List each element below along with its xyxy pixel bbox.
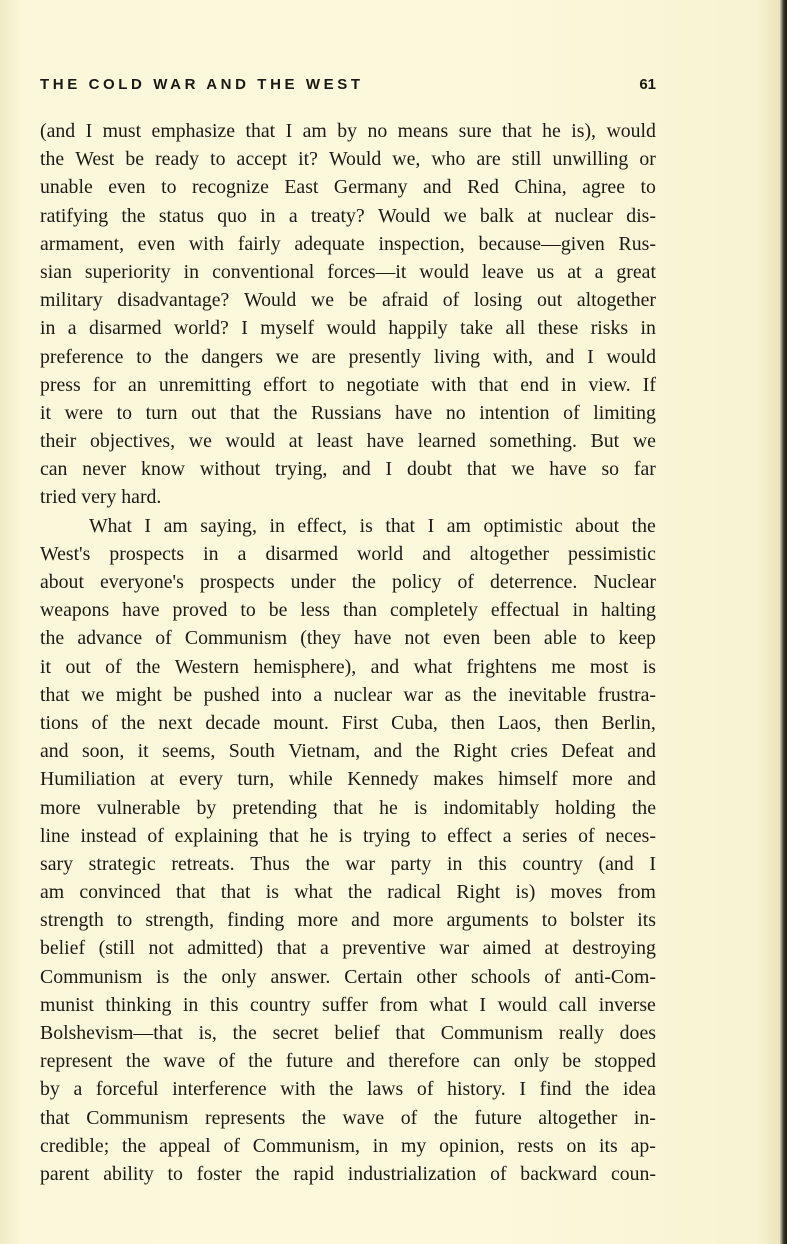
text-line: armament, even with fairly adequate inspection, because—given Rus- — [40, 232, 656, 255]
text-line: military disadvantage? Would we be afraid of losing out altogether — [40, 289, 656, 312]
text-line: Bolshevism—that is, the secret belief that Communism really does — [40, 1022, 656, 1044]
text-line: about everyone's prospects under the policy of deterrence. Nuclear — [40, 571, 656, 593]
text-line: Humiliation at every turn, while Kennedy makes himself more and — [40, 768, 656, 791]
text-line: munist thinking in this country suffer from what I would call inverse — [40, 993, 656, 1016]
page-header — [40, 76, 656, 98]
text-line: unable even to recognize East Germany and Red China, agree to — [40, 176, 656, 199]
text-line: can never know without trying, and I doubt that we have so far — [40, 458, 656, 481]
text-line: more vulnerable by pretending that he is indomitably holding the — [40, 796, 656, 819]
text-line: ratifying the status quo in a treaty? Would we balk at nuclear dis- — [40, 204, 656, 227]
text-line: West's prospects in a disarmed world and altogether pessimistic — [40, 542, 656, 565]
text-line: represent the wave of the future and therefore can only be stopped — [40, 1050, 656, 1073]
running-head: THE COLD WAR AND THE WEST — [40, 76, 364, 93]
text-line: it out of the Western hemisphere), and what frightens me most is — [40, 655, 656, 678]
text-line: sary strategic retreats. Thus the war party in this country (and I — [40, 852, 656, 875]
text-line: sian superiority in conventional forces—it would leave us at a great — [40, 260, 656, 283]
text-line: it were to turn out that the Russians have no intention of limiting — [40, 401, 656, 424]
text-line: What I am saying, in effect, is that I am optimistic about the — [89, 514, 656, 537]
text-line: the West be ready to accept it? Would we, who are still unwilling or — [40, 148, 656, 171]
text-line: that Communism represents the wave of the future altogether in- — [40, 1106, 656, 1129]
text-line: and soon, it seems, South Vietnam, and the Right cries Defeat and — [40, 740, 656, 763]
text-line: preference to the dangers we are presently living with, and I would — [40, 345, 656, 368]
text-line: weapons have proved to be less than completely effectual in halting — [40, 599, 656, 622]
text-line: tried very hard. — [40, 486, 162, 509]
page-number: 61 — [639, 76, 656, 93]
text-line: line instead of explaining that he is trying to effect a series of neces- — [40, 824, 656, 847]
text-line: by a forceful interference with the laws of history. I find the idea — [40, 1078, 656, 1101]
text-line: parent ability to foster the rapid industrialization of backward coun- — [40, 1162, 656, 1185]
text-line: am convinced that that is what the radical Right is) moves from — [40, 881, 656, 904]
text-line: press for an unremitting effort to negotiate with that end in view. If — [40, 373, 656, 396]
body-text — [40, 117, 656, 1188]
text-line: credible; the appeal of Communism, in my opinion, rests on its ap- — [40, 1134, 656, 1157]
text-line: the advance of Communism (they have not even been able to keep — [40, 627, 656, 650]
text-line: Communism is the only answer. Certain other schools of anti-Com- — [40, 965, 656, 988]
text-line: in a disarmed world? I myself would happily take all these risks in — [40, 317, 656, 340]
text-line: (and I must emphasize that I am by no means sure that he is), would — [40, 120, 656, 142]
text-line: belief (still not admitted) that a preventive war aimed at destroying — [40, 937, 656, 960]
text-line: tions of the next decade mount. First Cuba, then Laos, then Berlin, — [40, 711, 656, 734]
text-line: their objectives, we would at least have learned something. But we — [40, 430, 656, 453]
text-line: strength to strength, finding more and more arguments to bolster its — [40, 909, 656, 932]
page-edge — [779, 0, 787, 1244]
text-line: that we might be pushed into a nuclear war as the inevitable frustra- — [40, 683, 656, 706]
